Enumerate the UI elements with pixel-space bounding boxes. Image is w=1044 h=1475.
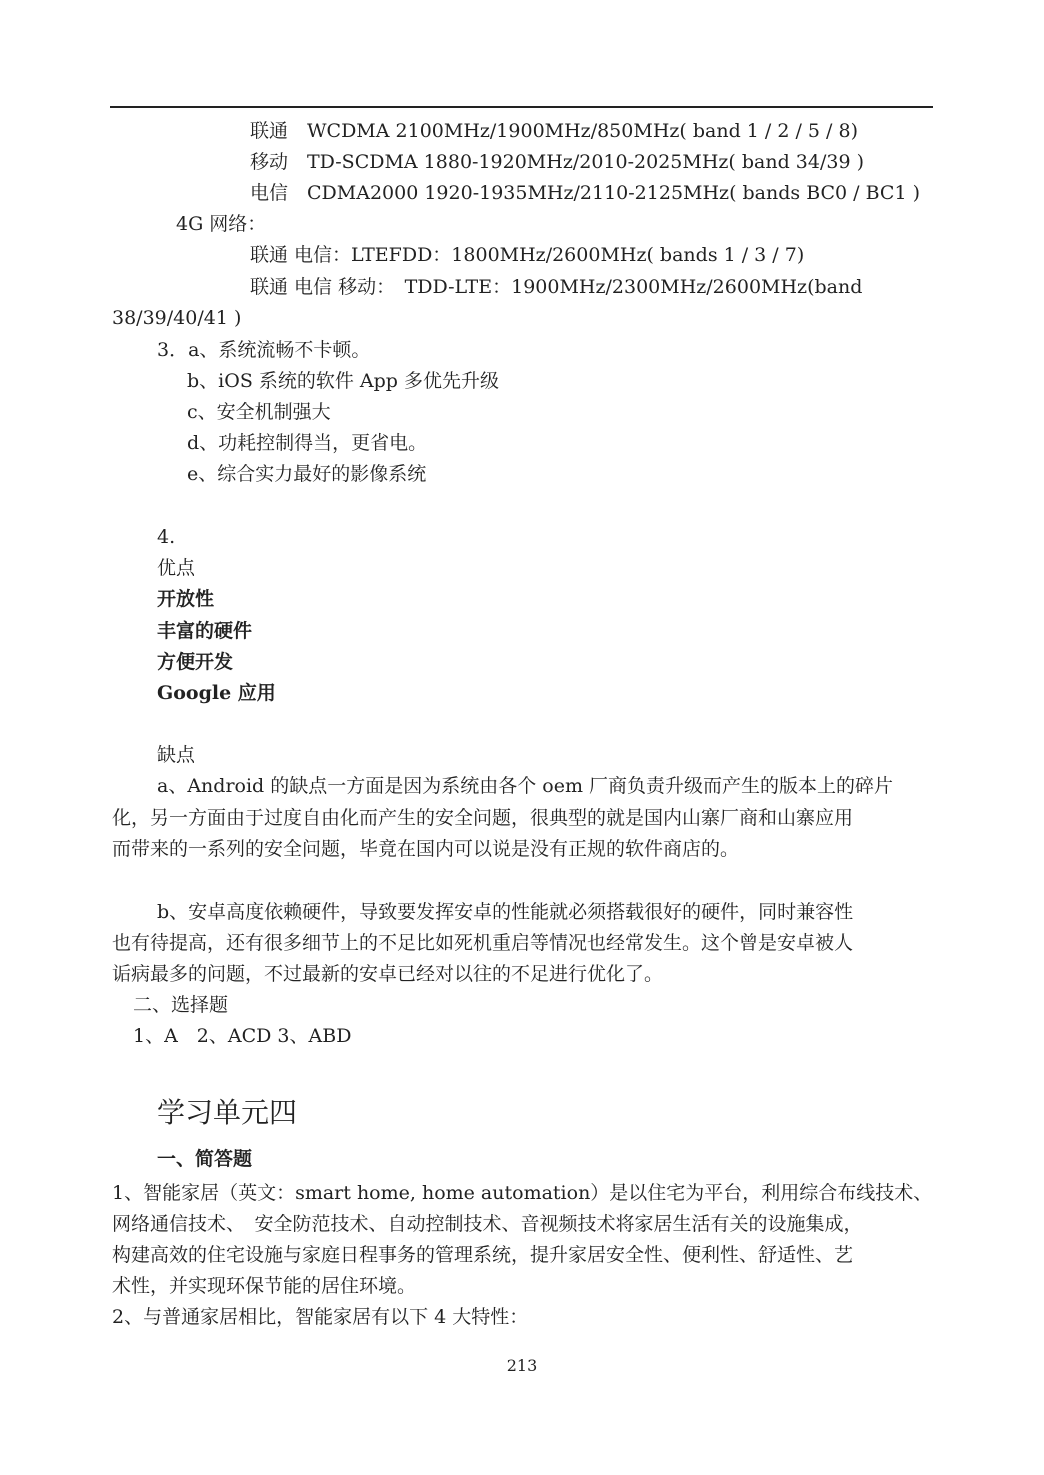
text-line: 移动 TD-SCDMA 1880-1920MHz/2010-2025MHz( band 34/39 ) bbox=[250, 151, 864, 173]
page-number: 213 bbox=[506, 1356, 538, 1375]
text-line: a、Android 的缺点一方面是因为系统由各个 oem 厂商负责升级而产生的版本上的碎片 bbox=[157, 775, 894, 797]
text-line: 4G 网络： bbox=[176, 213, 267, 235]
text-line: 1、智能家居（英文：smart home, home automation）是以住宅为平台，利用综合布线技术、 bbox=[112, 1182, 933, 1204]
text-line: 也有待提高，还有很多细节上的不足比如死机重启等情况也经常发生。这个曾是安卓被人 bbox=[112, 932, 854, 954]
text-line: 缺点 bbox=[157, 744, 196, 766]
text-line: c、安全机制强大 bbox=[187, 401, 331, 423]
text-line: e、综合实力最好的影像系统 bbox=[187, 463, 427, 485]
text-line: d、功耗控制得当，更省电。 bbox=[187, 432, 428, 454]
section-heading: 一、简答题 bbox=[157, 1148, 253, 1170]
text-line: 4. bbox=[157, 526, 176, 548]
text-line: 网络通信技术、 安全防范技术、自动控制技术、音视频技术将家居生活有关的设施集成， bbox=[112, 1213, 863, 1235]
text-line: 二、选择题 bbox=[133, 994, 229, 1016]
text-line: 方便开发 bbox=[157, 651, 234, 673]
text-line: b、iOS 系统的软件 App 多优先升级 bbox=[187, 370, 499, 392]
text-line: 开放性 bbox=[157, 588, 215, 610]
text-line: Google 应用 bbox=[157, 682, 276, 704]
text-line: 电信 CDMA2000 1920-1935MHz/2110-2125MHz( bands BC0 / BC1 ) bbox=[250, 182, 921, 204]
text-line: 38/39/40/41 ) bbox=[112, 307, 242, 329]
unit-heading: 学习单元四 bbox=[157, 1096, 298, 1129]
text-line: 联通 WCDMA 2100MHz/1900MHz/850MHz( band 1 / 2 / 5 / 8) bbox=[250, 120, 858, 142]
text-line: 构建高效的住宅设施与家庭日程事务的管理系统，提升家居安全性、便利性、舒适性、艺 bbox=[112, 1244, 854, 1266]
text-line: b、安卓高度依赖硬件，导致要发挥安卓的性能就必须搭载很好的硬件，同时兼容性 bbox=[157, 901, 854, 923]
text-line: 联通 电信 移动： TDD-LTE：1900MHz/2300MHz/2600MHz(band bbox=[250, 276, 863, 298]
text-line: 3．a、系统流畅不卡顿。 bbox=[157, 339, 371, 361]
text-line: 而带来的一系列的安全问题，毕竟在国内可以说是没有正规的软件商店的。 bbox=[112, 838, 740, 860]
text-line: 化，另一方面由于过度自由化而产生的安全问题，很典型的就是国内山寨厂商和山寨应用 bbox=[112, 807, 854, 829]
text-line: 2、与普通家居相比，智能家居有以下 4 大特性： bbox=[112, 1306, 529, 1328]
text-line: 优点 bbox=[157, 557, 196, 579]
text-line: 诟病最多的问题，不过最新的安卓已经对以往的不足进行优化了。 bbox=[112, 963, 664, 985]
text-line: 联通 电信：LTEFDD：1800MHz/2600MHz( bands 1 / 3 / 7) bbox=[250, 244, 805, 266]
text-line: 术性，并实现环保节能的居住环境。 bbox=[112, 1275, 417, 1297]
text-line: 丰富的硬件 bbox=[157, 620, 253, 642]
header-rule bbox=[110, 106, 933, 108]
text-line: 1、A 2、ACD 3、ABD bbox=[133, 1025, 352, 1047]
